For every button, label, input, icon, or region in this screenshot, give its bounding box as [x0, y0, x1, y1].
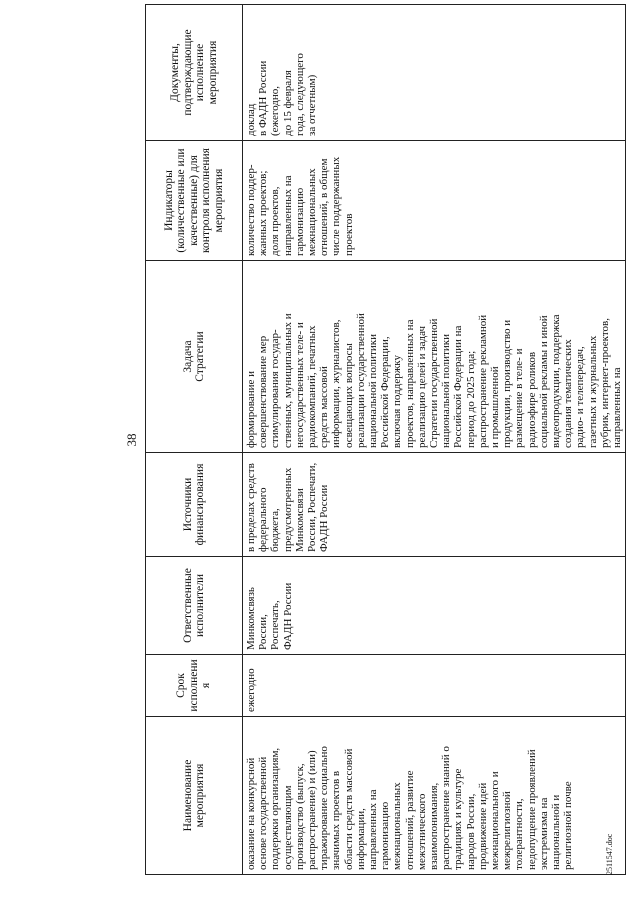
header-documents: Документы, подтверждающие исполнение мероприятия — [146, 5, 243, 141]
cell-indicators: количество поддер- жанных проектов; доля проектов, направленных на гармонизацию межнациональных отношений, в общем числе поддержанных проектов — [243, 141, 626, 261]
header-term: Срок исполнения — [146, 655, 243, 717]
header-funding: Источники финансирования — [146, 453, 243, 557]
rotated-landscape-content — [124, 5, 624, 875]
measures-table — [145, 4, 626, 875]
page-number: 38 — [124, 433, 139, 447]
cell-documents: доклад в ФАДН России (ежегодно, до 15 февраля года, следующего за отчетным) — [243, 5, 626, 141]
cell-funding: в пределах средств федерального бюджета, предусмотренных Минкомсвязи России, Роспечати, ФАДН России — [243, 453, 626, 557]
table-header-row — [146, 5, 243, 875]
header-measure-name: Наименование мероприятия — [146, 717, 243, 875]
cell-strategy-task: формирование и совершенствование мер стимулирования государ- ственных, муниципальных и негосударственных теле- и радиокомпаний, печатных средств массовой информации, журналистов, освещающих вопросы реализации государственной национальной политики Российской Федерации, включая поддержку проектов, направленных на реализацию целей и задач Стратегии государственной национальной политики Российской Федерации на период до 2025 года; распространение рекламной и промышленной продукции, производство и размещение в теле- и радиоэфире роликов социальной рекламы и иной видеопродукции, поддержка создания тематических радио- и телепередач, газетных и журнальных рубрик, интернет-проектов, направленных на — [243, 261, 626, 453]
header-indicators: Индикаторы (количественные или качественные) для контроля исполнения мероприятия — [146, 141, 243, 261]
cell-executors: Минкомсвязь России, Роспечать, ФАДН России — [243, 557, 626, 655]
header-strategy-task: Задача Стратегии — [146, 261, 243, 453]
header-executors: Ответственные исполнители — [146, 557, 243, 655]
file-reference: 2511547.doc — [605, 833, 614, 875]
cell-term: ежегодно — [243, 655, 626, 717]
table-row — [243, 5, 626, 875]
cell-measure-name: оказание на конкурсной основе государственной поддержки организациям, осуществляющим производство (выпуск, распространение) и (или) тиражирование социально значимых проектов в области средств массовой информации, направленных на гармонизацию межнациональных отношений, развитие межэтнического взаимопонимания, распространение знаний о традициях и культуре народов России, продвижение идей межнационального и межрелигиозной толерантности, недопущение проявлений экстремизма на национальной и религиозной почве — [243, 717, 626, 875]
